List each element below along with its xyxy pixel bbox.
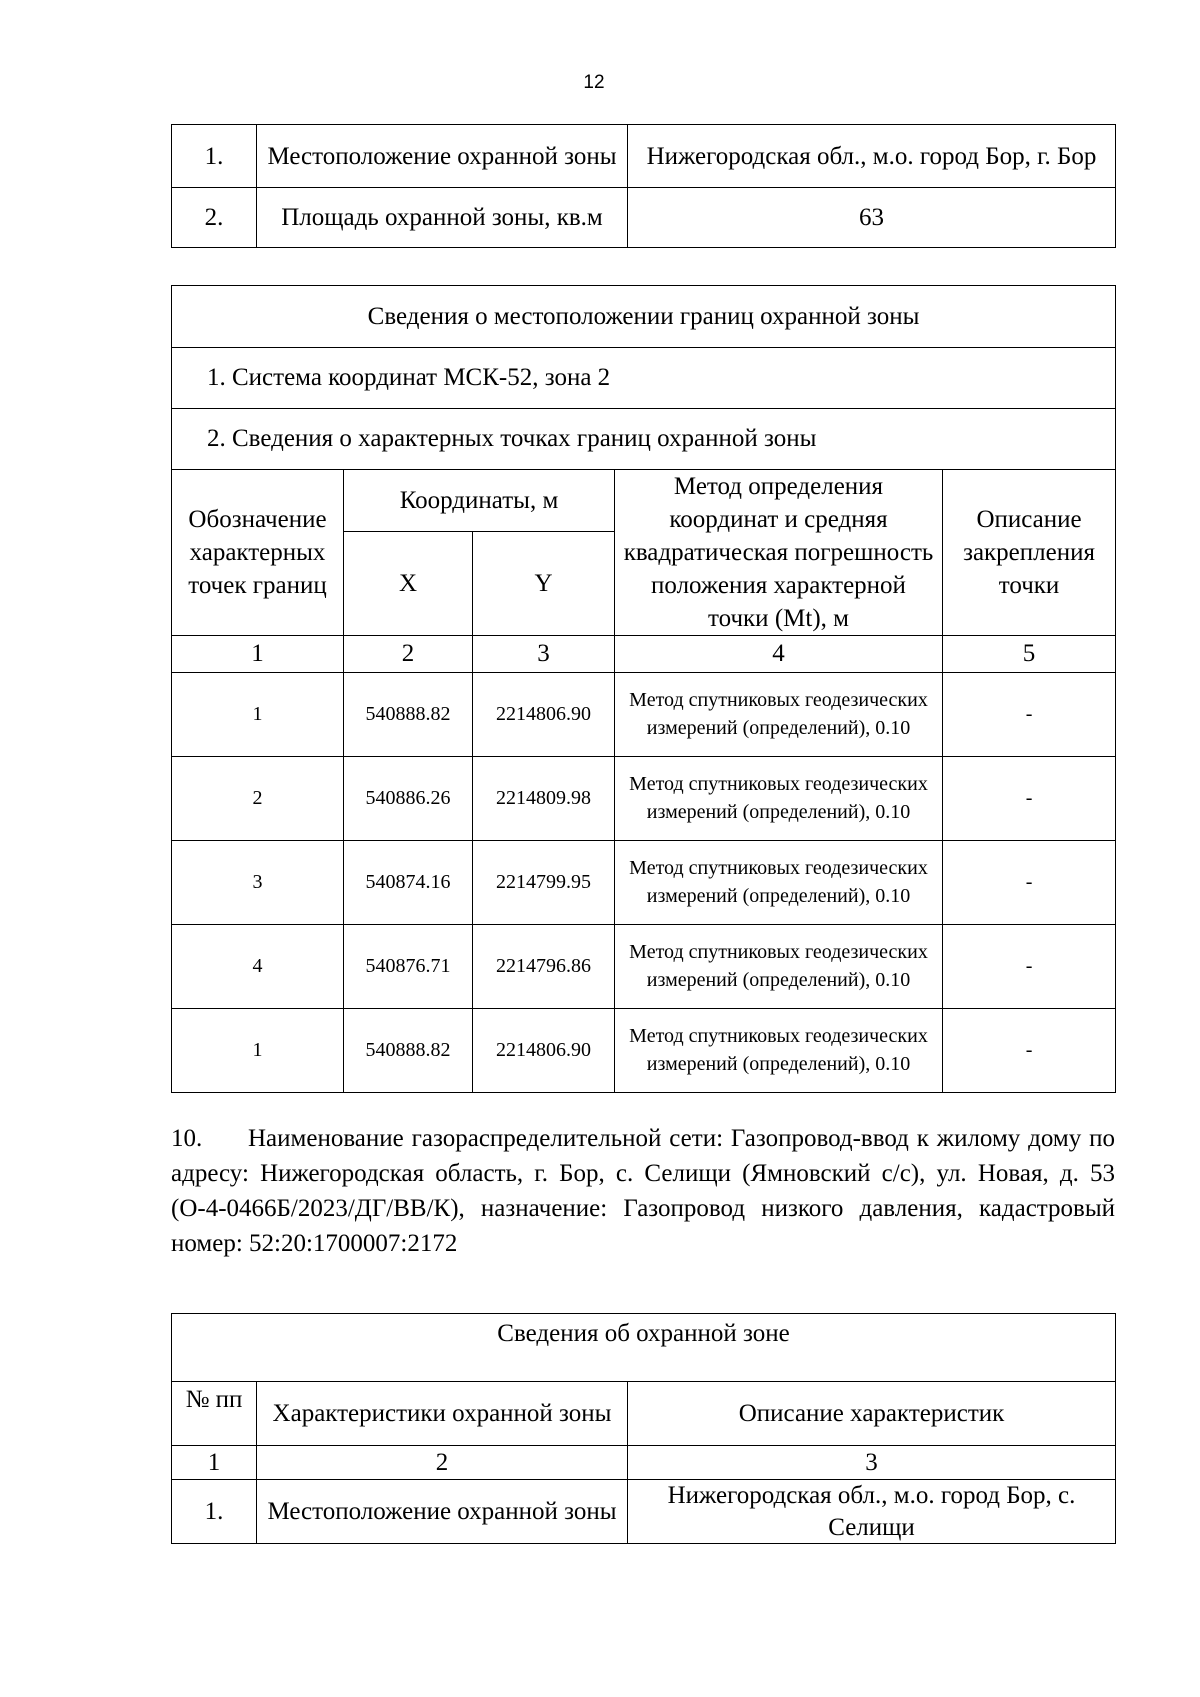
header-y: Y <box>473 532 615 636</box>
row-number: 1. <box>172 125 257 188</box>
column-numbers-row <box>172 1446 1116 1480</box>
points-title: 2. Сведения о характерных точках границ охранной зоны <box>172 409 1116 470</box>
table-row <box>172 841 1116 925</box>
point-y: 2214806.90 <box>473 1009 615 1093</box>
paragraph-number: 10. <box>171 1125 203 1152</box>
coordinate-system-row <box>172 348 1116 409</box>
point-method: Метод спутниковых геодезических измерений (определений), 0.10 <box>615 673 943 757</box>
point-x: 540876.71 <box>344 925 473 1009</box>
column-number: 1 <box>172 1446 257 1480</box>
header-x: X <box>344 532 473 636</box>
point-y: 2214809.98 <box>473 757 615 841</box>
header-row <box>172 1382 1116 1446</box>
point-id: 2 <box>172 757 344 841</box>
page-number: 12 <box>583 72 605 93</box>
row-label: Площадь охранной зоны, кв.м <box>257 188 628 248</box>
row-value: Нижегородская обл., м.о. город Бор, г. Бор <box>628 125 1116 188</box>
column-number: 2 <box>344 636 473 673</box>
point-id: 1 <box>172 1009 344 1093</box>
row-label: Местоположение охранной зоны <box>257 125 628 188</box>
network-description-paragraph <box>171 1121 1115 1261</box>
column-number: 2 <box>257 1446 628 1480</box>
column-number: 1 <box>172 636 344 673</box>
point-y: 2214799.95 <box>473 841 615 925</box>
header-designation: Обозначение характерных точек границ <box>172 470 344 636</box>
point-description: - <box>943 1009 1116 1093</box>
zone-details-table <box>171 1313 1116 1544</box>
zone-info-table <box>171 124 1116 248</box>
header-characteristics: Характеристики охранной зоны <box>257 1382 628 1446</box>
paragraph-text: Наименование газораспределительной сети: Газопровод-ввод к жилому дому по адресу: Нижегородская область, г. Бор, с. Селищи (Ямновский с/с), ул. Новая, д. 53 (О-4-0466Б/2023/ДГ/ВВ/К), назначение: Газопровод низкого давления, кадастровый номер: 52:20:1700007:2172 <box>171 1125 1115 1257</box>
point-x: 540874.16 <box>344 841 473 925</box>
table-title-row <box>172 1314 1116 1382</box>
point-id: 1 <box>172 673 344 757</box>
header-method: Метод определения координат и средняя квадратическая погрешность положения характерной точки (Mt), м <box>615 470 943 636</box>
point-x: 540886.26 <box>344 757 473 841</box>
coordinate-system: 1. Система координат МСК-52, зона 2 <box>172 348 1116 409</box>
row-value: 63 <box>628 188 1116 248</box>
header-coordinates: Координаты, м <box>344 470 615 532</box>
table-row <box>172 1009 1116 1093</box>
points-title-row <box>172 409 1116 470</box>
table-row <box>172 757 1116 841</box>
table-title: Сведения о местоположении границ охранной зоны <box>172 286 1116 348</box>
point-description: - <box>943 841 1116 925</box>
point-method: Метод спутниковых геодезических измерений (определений), 0.10 <box>615 757 943 841</box>
table-row <box>172 925 1116 1009</box>
column-numbers-row <box>172 636 1116 673</box>
header-num: № пп <box>172 1382 257 1446</box>
point-id: 3 <box>172 841 344 925</box>
table-row <box>172 1480 1116 1544</box>
header-row <box>172 470 1116 532</box>
column-number: 3 <box>473 636 615 673</box>
row-value: Нижегородская обл., м.о. город Бор, с. Селищи <box>628 1480 1116 1544</box>
point-id: 4 <box>172 925 344 1009</box>
row-number: 1. <box>172 1480 257 1544</box>
boundary-coordinates-table <box>171 285 1116 1093</box>
row-label: Местоположение охранной зоны <box>257 1480 628 1544</box>
table-row <box>172 673 1116 757</box>
point-x: 540888.82 <box>344 1009 473 1093</box>
row-number: 2. <box>172 188 257 248</box>
table-title-row <box>172 286 1116 348</box>
table-title: Сведения об охранной зоне <box>172 1314 1116 1382</box>
header-description: Описание характеристик <box>628 1382 1116 1446</box>
point-y: 2214796.86 <box>473 925 615 1009</box>
table-row <box>172 188 1116 248</box>
column-number: 4 <box>615 636 943 673</box>
point-description: - <box>943 757 1116 841</box>
point-description: - <box>943 925 1116 1009</box>
column-number: 3 <box>628 1446 1116 1480</box>
point-y: 2214806.90 <box>473 673 615 757</box>
point-method: Метод спутниковых геодезических измерений (определений), 0.10 <box>615 841 943 925</box>
point-x: 540888.82 <box>344 673 473 757</box>
header-description: Описание закрепления точки <box>943 470 1116 636</box>
point-method: Метод спутниковых геодезических измерений (определений), 0.10 <box>615 925 943 1009</box>
column-number: 5 <box>943 636 1116 673</box>
table-row <box>172 125 1116 188</box>
point-description: - <box>943 673 1116 757</box>
point-method: Метод спутниковых геодезических измерений (определений), 0.10 <box>615 1009 943 1093</box>
